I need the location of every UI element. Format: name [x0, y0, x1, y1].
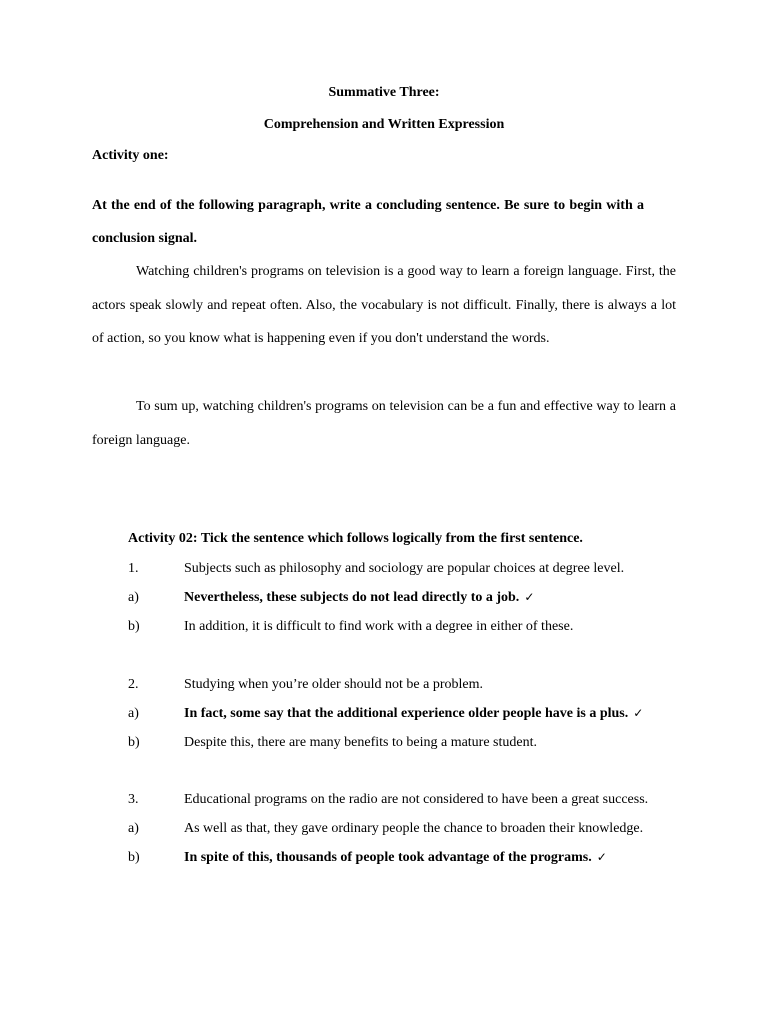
question-3-prompt-row: [128, 792, 748, 812]
question-1-option-a: [128, 590, 748, 610]
question-2-option-b: [128, 735, 748, 755]
option-text: In fact, some say that the additional experience older people have is a plus.: [184, 706, 629, 721]
question-number: 2.: [128, 677, 139, 692]
question-3-option-a: [128, 821, 748, 841]
option-text: As well as that, they gave ordinary people the chance to broaden their knowledge.: [184, 821, 644, 836]
activity-one-paragraph: Watching children's programs on television is a good way to learn a foreign language. First, the actors speak slowly and repeat often. Also, the vocabulary is not difficult. Finally, there is always a lot of action, so you know what is happening even if you don't understand the words.: [92, 264, 676, 346]
document-title: Summative Three:: [328, 85, 440, 100]
checkmark-icon: ✓: [633, 706, 644, 720]
option-text: In spite of this, thousands of people took advantage of the programs.: [184, 850, 592, 865]
checkmark-icon: ✓: [524, 590, 535, 604]
option-label: a): [128, 590, 139, 605]
question-prompt: Educational programs on the radio are not considered to have been a great success.: [184, 792, 649, 807]
question-prompt: Studying when you’re older should not be a problem.: [184, 677, 484, 692]
option-text: In addition, it is difficult to find work with a degree in either of these.: [184, 619, 574, 634]
question-2-prompt-row: [128, 677, 748, 697]
question-2-option-a: [128, 706, 748, 726]
checkmark-icon: ✓: [596, 850, 607, 864]
option-label: a): [128, 821, 139, 836]
option-label: b): [128, 735, 140, 750]
option-text: Nevertheless, these subjects do not lead directly to a job.: [184, 590, 520, 605]
question-1-prompt-row: [128, 561, 748, 581]
question-3-option-b: [128, 850, 748, 870]
question-prompt: Subjects such as philosophy and sociology are popular choices at degree level.: [184, 561, 625, 576]
option-label: a): [128, 706, 139, 721]
activity-one-heading: Activity one:: [92, 148, 169, 163]
document-subtitle: Comprehension and Written Expression: [263, 117, 505, 132]
activity-one-answer: To sum up, watching children's programs on television can be a fun and effective way to learn a foreign language.: [92, 399, 676, 448]
activity-one-instruction: At the end of the following paragraph, write a concluding sentence. Be sure to begin with a conclusion signal.: [92, 198, 644, 246]
option-label: b): [128, 850, 140, 865]
activity-two-heading: Activity 02: Tick the sentence which follows logically from the first sentence.: [128, 531, 583, 546]
question-number: 3.: [128, 792, 139, 807]
question-number: 1.: [128, 561, 139, 576]
option-text: Despite this, there are many benefits to being a mature student.: [184, 735, 538, 750]
option-label: b): [128, 619, 140, 634]
question-1-option-b: [128, 619, 748, 639]
